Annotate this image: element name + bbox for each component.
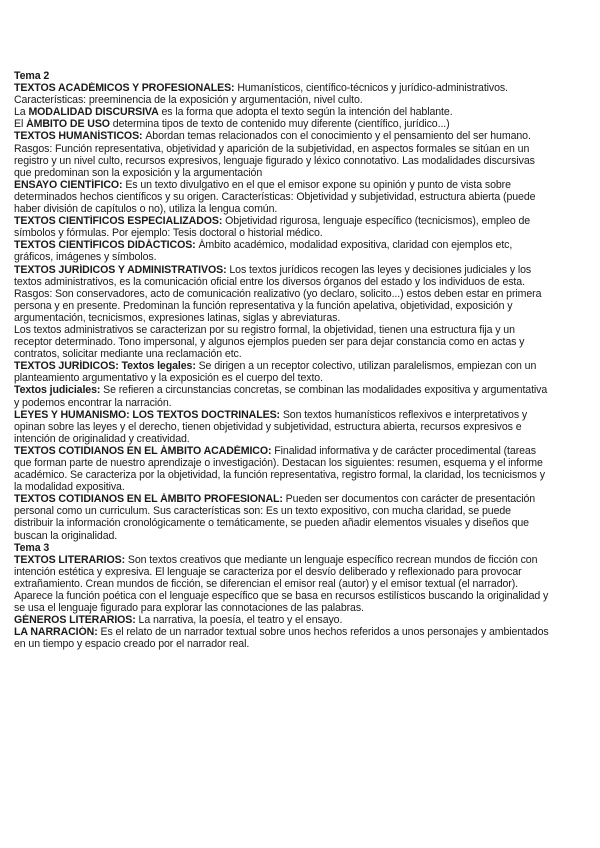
text-line — [14, 300, 588, 312]
bold-heading-text: TEXTOS CIENTÍFICOS DIDÁCTICOS: — [14, 239, 199, 252]
body-text: y podemos encontrar la narración. — [14, 396, 172, 409]
body-text: determinados hechos científicos y su origen. Características: Objetividad y subjetividad, estructura abierta (puede — [14, 190, 536, 203]
text-line — [14, 167, 588, 179]
text-line — [14, 155, 588, 167]
text-line — [14, 566, 588, 578]
bold-heading-text: TEXTOS JURÍDICOS Y ADMINISTRATIVOS: — [14, 263, 230, 276]
body-text: Abordan temas relacionados con el conocimiento y el pensamiento del ser humano. — [145, 130, 531, 143]
body-text: contratos, solicitar mediante una reclamación etc. — [14, 348, 242, 361]
text-line — [14, 215, 588, 227]
text-line — [14, 469, 588, 481]
text-line — [14, 251, 588, 263]
body-text: Ámbito académico, modalidad expositiva, claridad con ejemplos etc, — [198, 239, 513, 252]
body-text: que forman parte de nuestro aprendizaje o investigación). Destacan los siguientes: resumen, esquema y el informe — [14, 457, 543, 469]
text-line — [14, 324, 588, 336]
text-line — [14, 493, 588, 505]
bold-heading-text: ENSAYO CIENTÍFICO: — [14, 178, 126, 191]
text-line — [14, 505, 588, 517]
body-text: Los textos administrativos se caracterizan por su registro formal, la objetividad, tienen una estructura fija y un — [14, 323, 515, 336]
bold-heading-text: LEYES Y HUMANISMO: LOS TEXTOS DOCTRINALES: — [14, 408, 283, 421]
body-text: intención estética y expresiva. El lenguaje se caracteriza por el desvío deliberado y reflexionado para provocar — [14, 565, 522, 578]
text-line — [14, 130, 588, 142]
text-line — [14, 227, 588, 239]
body-text: es la forma que adopta el texto según la intención del hablante. — [158, 106, 453, 119]
body-text: intención de originalidad y creatividad. — [14, 432, 190, 445]
bold-heading-text: TEXTOS JURÍDICOS: Textos legales: — [14, 360, 199, 373]
body-text: se usa el lenguaje figurado para explorar las connotaciones de las palabras. — [14, 602, 364, 615]
body-text: Objetividad rigurosa, lenguaje específico (tecnicismos), empleo de — [225, 215, 531, 228]
body-text: Finalidad informativa y de carácter procedimental (tareas — [274, 444, 536, 457]
text-line — [14, 94, 588, 106]
body-text: Se dirigen a un receptor colectivo, utilizan paralelismos, empiezan con un — [198, 360, 537, 373]
body-text: Características: preeminencia de la exposición y argumentación, nivel culto. — [14, 94, 363, 107]
bold-heading-text: TEXTOS LITERARIOS: — [14, 553, 128, 566]
text-line — [14, 191, 588, 203]
bold-heading-text: TEXTOS COTIDIANOS EN EL ÁMBITO PROFESIONAL: — [14, 493, 286, 506]
text-line — [14, 203, 588, 215]
text-line — [14, 445, 588, 457]
body-text: académico. Se caracteriza por la objetividad, la función representativa, registro formal, la claridad, los tecnicismos y — [14, 469, 545, 482]
text-line — [14, 312, 588, 324]
body-text: Aparece la función poética con el lenguaje específico que se basa en recursos estilísticos buscando la originalidad y — [14, 590, 549, 603]
bold-heading-text: LA NARRACIÓN: — [14, 626, 101, 639]
body-text: extrañamiento. Crean mundos de ficción, se diferencian el emisor real (autor) y el emisor textual (el narrador). — [14, 577, 519, 590]
bold-heading-text: Tema 2 — [14, 70, 50, 82]
body-text: símbolos y fórmulas. Por ejemplo: Tesis doctoral o historial médico. — [14, 227, 323, 240]
body-text: la modalidad expositiva. — [14, 481, 125, 494]
body-text: Son textos creativos que mediante un lenguaje específico recrean mundos de ficción con — [127, 553, 538, 566]
text-line — [14, 457, 588, 469]
text-line — [14, 409, 588, 421]
text-line — [14, 239, 588, 251]
bold-heading-text: MODALIDAD DISCURSIVA — [28, 106, 159, 119]
body-text: que predominan son la exposición y la argumentación — [14, 166, 263, 179]
body-text: receptor determinado. Tono impersonal, y algunos ejemplos pueden ser para dejar constancia como en actas y — [14, 336, 525, 349]
text-line — [14, 336, 588, 348]
text-line — [14, 602, 588, 614]
body-text: Pueden ser documentos con carácter de presentación — [285, 493, 536, 506]
text-line — [14, 372, 588, 384]
body-text: textos administrativos, es la comunicación oficial entre los diversos órganos del estado y los individuos de esta. — [14, 275, 525, 288]
body-text: Son textos humanísticos reflexivos e interpretativos y — [282, 408, 528, 421]
body-text: Es el relato de un narrador textual sobre unos hechos referidos a unos personajes y ambientados — [100, 626, 549, 639]
text-line — [14, 384, 588, 396]
text-line — [14, 360, 588, 372]
body-text: personal como un curriculum. Sus características son: Es un texto expositivo, con mucha claridad, se puede — [14, 505, 511, 518]
bold-heading-text: GÉNEROS LITERARIOS: — [14, 614, 139, 627]
text-line — [14, 481, 588, 493]
text-line — [14, 626, 588, 638]
body-text: determina tipos de texto de contenido muy diferente (científico, jurídico...) — [109, 118, 450, 131]
document-page — [14, 70, 588, 651]
bold-heading-text: TEXTOS HUMANÍSTICOS: — [14, 130, 146, 143]
body-text: argumentación, tecnicismos, expresiones latinas, siglas y abreviaturas. — [14, 311, 341, 324]
text-line — [14, 179, 588, 191]
bold-heading-text: TEXTOS CIENTÍFICOS ESPECIALIZADOS: — [14, 215, 226, 228]
text-line — [14, 590, 588, 602]
body-text: distribuir la información cronológicamente o temáticamente, se pueden añadir elementos visuales y diseños que — [14, 517, 529, 530]
body-text: planteamiento argumentativo y la exposición es el cuerpo del texto. — [14, 372, 323, 385]
text-line — [14, 542, 588, 554]
bold-heading-text: TEXTOS COTIDIANOS EN EL ÁMBITO ACADÉMICO: — [14, 444, 275, 457]
body-text: opinan sobre las leyes y el derecho, tienen objetividad y subjetividad, estructura abierta, recursos expresivos e — [14, 420, 522, 433]
body-text: Es un texto divulgativo en el que el emisor expone su opinión y punto de vista sobre — [125, 178, 511, 191]
text-line — [14, 554, 588, 566]
text-line — [14, 614, 588, 626]
bold-heading-text: TEXTOS ACADÉMICOS Y PROFESIONALES: — [14, 82, 238, 95]
body-text: buscan la originalidad. — [14, 529, 118, 542]
text-line — [14, 106, 588, 118]
text-line — [14, 397, 588, 409]
text-line — [14, 530, 588, 542]
body-text: Humanísticos, científico-técnicos y jurídico-administrativos. — [237, 82, 508, 95]
text-line — [14, 82, 588, 94]
text-line — [14, 517, 588, 529]
body-text: Los textos jurídicos recogen las leyes y decisiones judiciales y los — [229, 263, 532, 276]
text-line — [14, 264, 588, 276]
text-line — [14, 638, 588, 650]
text-line — [14, 276, 588, 288]
bold-heading-text: ÁMBITO DE USO — [26, 118, 110, 131]
text-line — [14, 118, 588, 130]
text-line — [14, 421, 588, 433]
text-line — [14, 578, 588, 590]
body-text: Rasgos: Son conservadores, acto de comunicación realizativo (yo declaro, solicito...) estos deben estar en primera — [14, 287, 542, 300]
text-line — [14, 433, 588, 445]
body-text: en un tiempo y espacio creado por el narrador real. — [14, 638, 250, 651]
body-text: Se refieren a circunstancias concretas, se combinan las modalidades expositiva y argumentativa — [103, 384, 548, 397]
body-text: haber división de capítulos o no), utiliza la lengua común. — [14, 203, 278, 216]
body-text: La narrativa, la poesía, el teatro y el ensayo. — [138, 614, 343, 627]
body-text: gráficos, imágenes y símbolos. — [14, 251, 157, 264]
body-text: Rasgos: Función representativa, objetividad y aparición de la subjetividad, en aspectos formales se sitúan en un — [14, 142, 530, 155]
body-text: El — [14, 118, 27, 131]
text-line — [14, 348, 588, 360]
bold-heading-text: Textos judiciales: — [14, 384, 104, 397]
text-line — [14, 143, 588, 155]
body-text: persona y en presente. Predominan la función representativa y la función apelativa, objetividad, exposición y — [14, 299, 513, 312]
body-text: registro y un nivel culto, recursos expresivos, lenguaje figurado y léxico connotativo. Las modalidades discursivas — [14, 154, 535, 167]
text-line — [14, 288, 588, 300]
body-text: La — [14, 106, 29, 119]
text-line — [14, 70, 588, 82]
bold-heading-text: Tema 3 — [14, 541, 50, 554]
